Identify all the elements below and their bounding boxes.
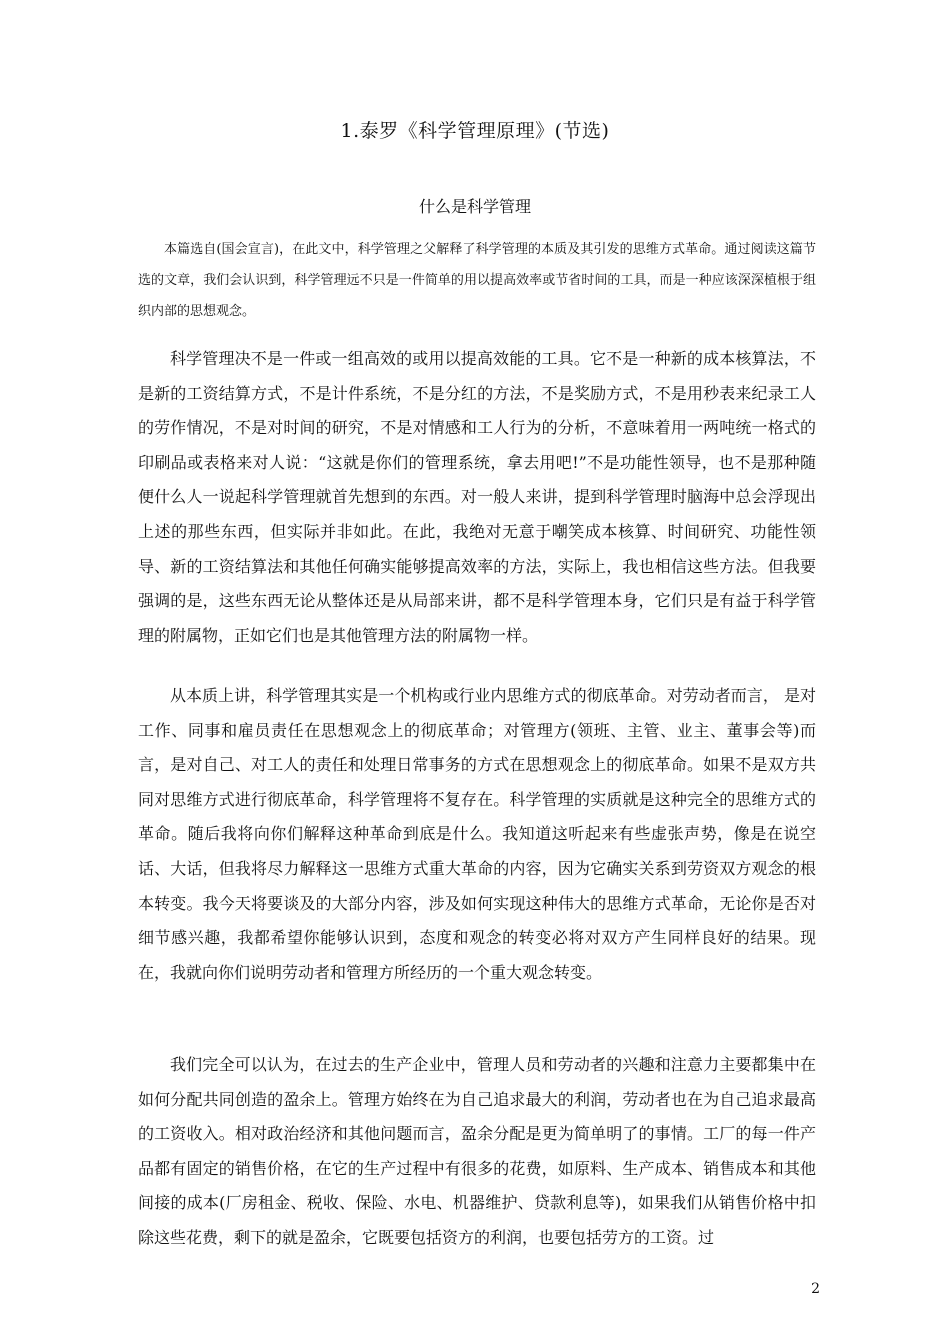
section-title: 什么是科学管理 xyxy=(418,197,531,216)
intro-paragraph: 本篇选自(国会宣言)，在此文中，科学管理之父解释了科学管理的本质及其引发的思维方式革命。通过阅读这篇节选的文章，我们会认识到，科学管理远不只是一件简单的用以提高效率或节省时间的工具，而是一种应该深深植根于组织内部的思想观念。 xyxy=(138,242,816,319)
document-title: 1.泰罗《科学管理原理》(节选) xyxy=(340,120,610,142)
page-number: 2 xyxy=(811,1281,820,1297)
body-paragraph-2: 从本质上讲，科学管理其实是一个机构或行业内思维方式的彻底革命。对劳动者而言， 是对工作、同事和雇员责任在思想观念上的彻底革命；对管理方(领班、主管、业主、董事会等)而言，是对自己、对工人的责任和处理日常事务的方式在思想观念上的彻底革命。如果不是双方共同对思维方式进行彻底革命，科学管理将不复存在。科学管理的实质就是这种完全的思维方式的革命。随后我将向你们解释这种革命到底是什么。我知道这听起来有些虚张声势，像是在说空话、大话，但我将尽力解释这一思维方式重大革命的内容，因为它确实关系到劳资双方观念的根本转变。我今天将要谈及的大部分内容，涉及如何实现这种伟大的思维方式革命，无论你是否对细节感兴趣，我都希望你能够认识到，态度和观念的转变必将对双方产生同样良好的结果。现在，我就向你们说明劳动者和管理方所经历的一个重大观念转变。 xyxy=(138,686,816,982)
body-paragraph-3: 我们完全可以认为，在过去的生产企业中，管理人员和劳动者的兴趣和注意力主要都集中在如何分配共同创造的盈余上。管理方始终在为自己追求最大的利润，劳动者也在为自己追求最高的工资收入。相对政治经济和其他问题而言，盈余分配是更为简单明了的事情。工厂的每一件产品都有固定的销售价格，在它的生产过程中有很多的花费，如原料、生产成本、销售成本和其他间接的成本(厂房租金、税收、保险、水电、机器维护、贷款利息等)，如果我们从销售价格中扣除这些花费，剩下的就是盈余，它既要包括资方的利润，也要包括劳方的工资。过 xyxy=(138,1055,816,1247)
body-paragraph-1: 科学管理决不是一件或一组高效的或用以提高效能的工具。它不是一种新的成本核算法，不是新的工资结算方式，不是计件系统，不是分红的方法，不是奖励方式，不是用秒表来纪录工人的劳作情况，不是对时间的研究，不是对情感和工人行为的分析，不意味着用一两吨统一格式的印刷品或表格来对人说：“这就是你们的管理系统，拿去用吧!”不是功能性领导，也不是那种随便什么人一说起科学管理就首先想到的东西。对一般人来讲，提到科学管理时脑海中总会浮现出上述的那些东西，但实际并非如此。在此，我绝对无意于嘲笑成本核算、时间研究、功能性领导、新的工资结算法和其他任何确实能够提高效率的方法，实际上，我也相信这些方法。但我要强调的是，这些东西无论从整体还是从局部来讲，都不是科学管理本身，它们只是有益于科学管理的附属物，正如它们也是其他管理方法的附属物一样。 xyxy=(138,349,816,645)
